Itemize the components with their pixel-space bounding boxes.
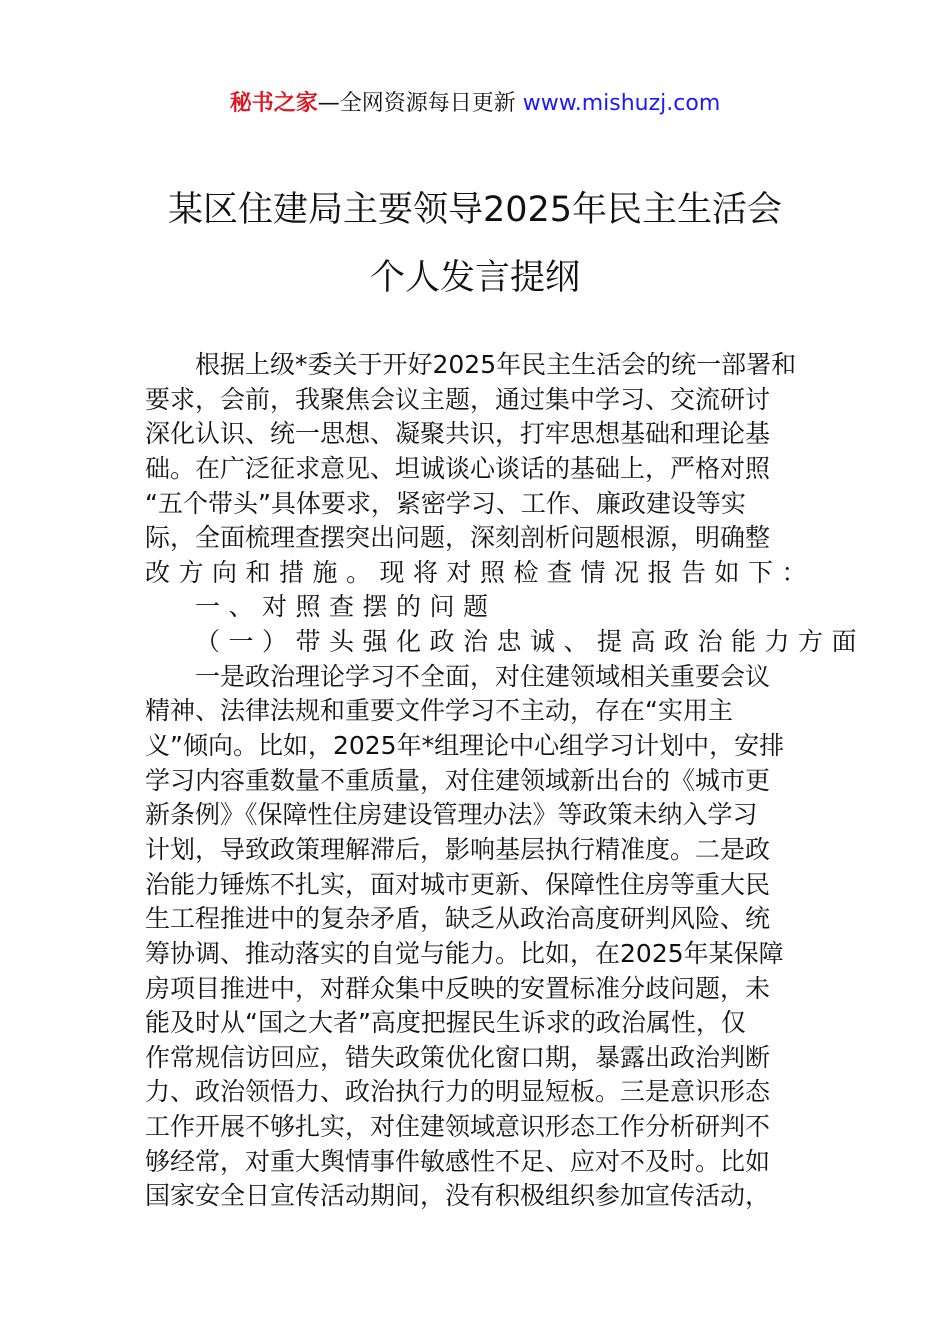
- body-line: 深化认识、统一思想、凝聚共识，打牢思想基础和理论基: [145, 419, 771, 449]
- document-title-line-1: 某区住建局主要领导2025年民主生活会: [167, 190, 783, 230]
- body-line: 改方向和措施。现将对照检查情况报告如下：: [145, 557, 816, 587]
- body-line: 能及时从“国之大者”高度把握民生诉求的政治属性，仅: [145, 1008, 746, 1038]
- body-line: 够经常，对重大舆情事件敏感性不足、应对不及时。比如: [145, 1146, 771, 1176]
- body-line: 际，全面梳理查摆突出问题，深刻剖析问题根源，明确整: [145, 523, 771, 553]
- body-line: 工作开展不够扎实，对住建领域意识形态工作分析研判不: [145, 1112, 771, 1142]
- body-line: 根据上级*委关于开好2025年民主生活会的统一部署和: [195, 350, 797, 379]
- body-line: 房项目推进中，对群众集中反映的安置标准分歧问题，未: [145, 973, 771, 1003]
- body-line: 精神、法律法规和重要文件学习不主动，存在“实用主: [145, 696, 733, 726]
- document-title-line-2: 个人发言提纲: [369, 258, 580, 298]
- body-line: 学习内容重数量不重质量，对住建领域新出台的《城市更: [145, 765, 771, 795]
- body-line: 计划，导致政策理解滞后，影响基层执行精准度。二是政: [145, 834, 771, 864]
- brand-name: 秘书之家: [229, 91, 318, 116]
- body-line: 新条例》《保障性住房建设管理办法》等政策未纳入学习: [145, 800, 758, 830]
- body-line: 筹协调、推动落实的自觉与能力。比如，在2025年某保障: [145, 938, 784, 968]
- body-line: 义”倾向。比如，2025年*组理论中心组学习计划中，安排: [145, 731, 785, 761]
- body-line: “五个带头”具体要求，紧密学习、工作、廉政建设等实: [145, 488, 746, 518]
- body-line: 础。在广泛征求意见、坦诚谈心谈话的基础上，严格对照: [145, 453, 771, 483]
- site-url-link[interactable]: www.mishuzj.com: [522, 91, 721, 116]
- site-header: [0, 88, 950, 120]
- body-line: 一、对照查摆的问题: [195, 592, 497, 622]
- body-line: 生工程推进中的复杂矛盾，缺乏从政治高度研判风险、统: [145, 904, 771, 934]
- body-line: 力、政治领悟力、政治执行力的明显短板。三是意识形态: [145, 1077, 771, 1107]
- body-line: 国家安全日宣传活动期间，没有积极组织参加宣传活动，: [145, 1181, 771, 1211]
- body-line: 一是政治理论学习不全面，对住建领域相关重要会议: [195, 661, 771, 691]
- slogan: —全网资源每日更新: [317, 91, 523, 116]
- body-line: 治能力锤炼不扎实，面对城市更新、保障性住房等重大民: [145, 869, 771, 899]
- body-line: 要求，会前，我聚焦会议主题，通过集中学习、交流研讨: [145, 384, 771, 414]
- body-line: 作常规信访回应，错失政策优化窗口期，暴露出政治判断: [145, 1042, 771, 1072]
- document-body: [145, 348, 866, 1214]
- body-line: （一）带头强化政治忠诚、提高政治能力方面: [195, 627, 866, 657]
